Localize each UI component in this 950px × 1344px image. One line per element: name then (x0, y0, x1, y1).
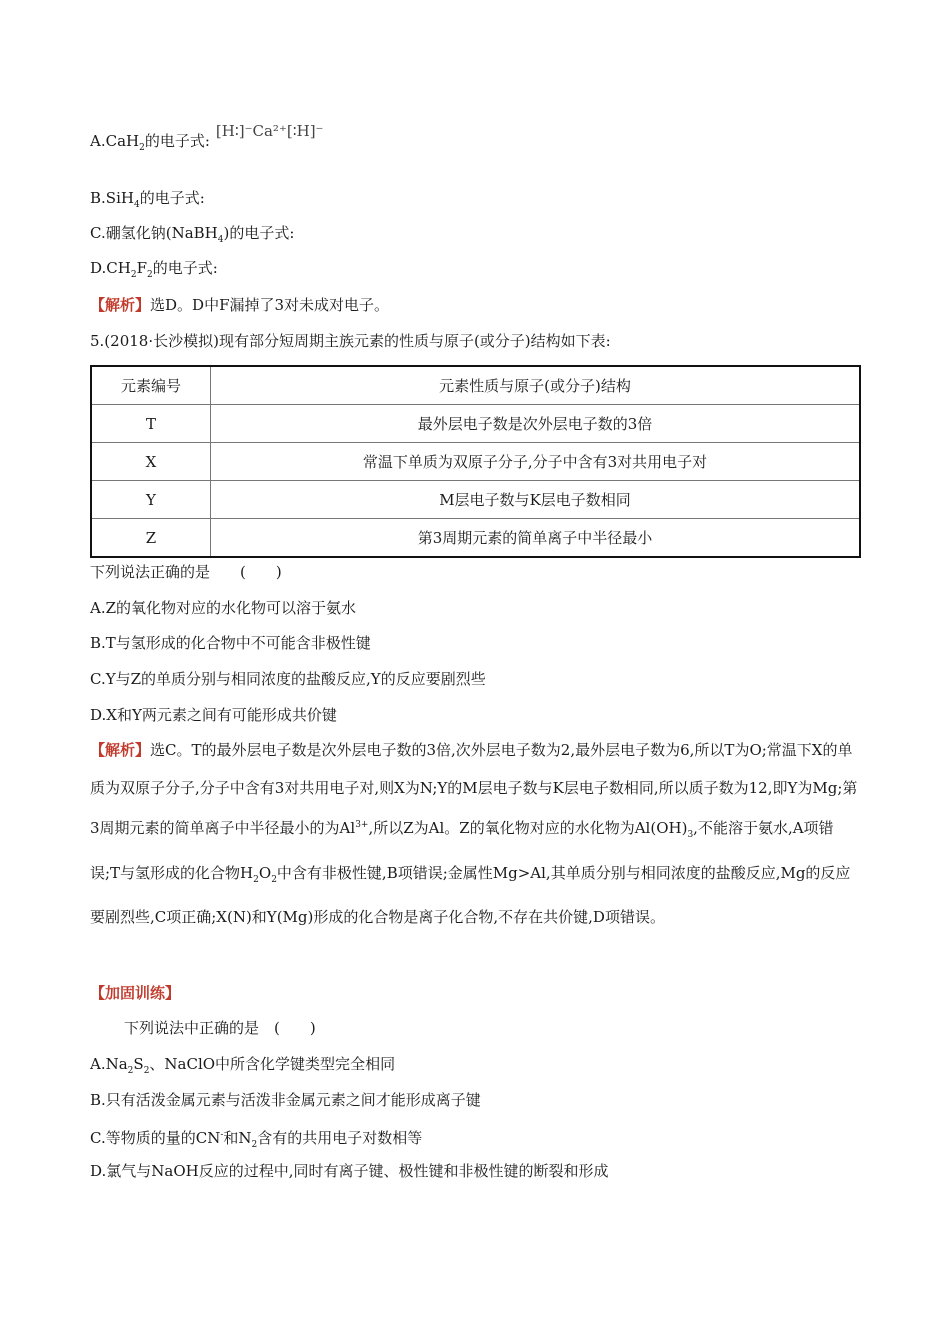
option-text: 、NaClO中所含化学键类型完全相同 (149, 1055, 396, 1073)
analysis-text: O (258, 863, 272, 882)
question-5-prompt: 下列说法正确的是 ( ) (90, 563, 282, 581)
superscript: - (220, 1130, 224, 1140)
subscript: 2 (139, 143, 145, 153)
subscript: 2 (253, 874, 259, 885)
option-text: 和N (223, 1129, 252, 1147)
option-text: 含有的共用电子对数相等 (257, 1129, 423, 1147)
option-a-line (90, 122, 324, 158)
jg-option-b: B.只有活泼金属元素与活泼非金属元素之间才能形成离子键 (90, 1091, 481, 1109)
analysis-q4 (90, 295, 389, 315)
option-d-mid: F (136, 259, 147, 277)
subscript: 2 (271, 874, 277, 885)
option-b-text: B.SiH (90, 189, 134, 207)
subscript: 2 (251, 1140, 258, 1150)
element-table (90, 365, 861, 558)
subscript: 3 (687, 830, 694, 840)
q5-option-a: A.Z的氧化物对应的水化物可以溶于氨水 (90, 599, 357, 617)
option-b-line (90, 188, 205, 215)
q5-option-c: C.Y与Z的单质分别与相同浓度的盐酸反应,Y的反应要剧烈些 (90, 670, 486, 688)
reinforcement-stem: 下列说法中正确的是 ( ) (124, 1019, 316, 1037)
table-row (91, 443, 860, 481)
analysis-text: 选C。T的最外层电子数是次外层电子数的3倍,次外层电子数为2,最外层电子数为6,所以T为O;常温下X的单质为双原子分子,分子中含有3对共用电子对,则X为N;Y的M层电子数与K层电子数相同,所以质子数为12,即Y为Mg;第3周期元素的简单离子中半径最小的为Al (90, 741, 858, 837)
analysis-text: 中含有非极性键,B项错误;金属性Mg>Al,其单质分别与相同浓度的盐酸反应,Mg的反应要剧烈些,C项正确;X(N)和Y(Mg)形成的化合物是离子化合物,不存在共价键,D项错误。 (90, 863, 851, 926)
table-header-cell: 元素编号 (91, 366, 211, 405)
option-text: C.等物质的量的CN (90, 1129, 221, 1147)
superscript: 3+ (355, 820, 369, 830)
table-cell: 最外层电子数是次外层电子数的3倍 (211, 405, 861, 443)
table-row (91, 405, 860, 443)
subscript: 2 (127, 1066, 134, 1076)
subscript: 4 (217, 235, 224, 245)
option-c-text: C.硼氢化钠(NaBH (90, 224, 218, 242)
subscript: 4 (133, 200, 140, 210)
analysis-tag: 【解析】 (90, 296, 151, 314)
option-b-suffix: 的电子式: (139, 189, 205, 207)
electron-formula-cah2: [H∶]⁻Ca²⁺[∶H]⁻ (215, 122, 324, 140)
option-c-suffix: )的电子式: (223, 224, 295, 242)
table-header-row (91, 366, 860, 405)
option-a-text: A.CaH (90, 132, 140, 150)
option-a-suffix: 的电子式: (144, 132, 210, 150)
option-text: A.Na (90, 1055, 128, 1073)
table-cell: Y (91, 481, 211, 519)
jg-option-c (90, 1125, 422, 1155)
option-c-line (90, 223, 294, 250)
analysis-text: 选D。D中F漏掉了3对未成对电子。 (150, 296, 390, 314)
table-cell: M层电子数与K层电子数相同 (211, 481, 861, 519)
analysis-tag: 【解析】 (90, 741, 151, 759)
jg-option-a (90, 1054, 395, 1081)
subscript: 2 (130, 270, 137, 280)
table-row (91, 481, 860, 519)
option-d-suffix: 的电子式: (152, 259, 218, 277)
option-text: S (133, 1055, 144, 1073)
table-cell: 第3周期元素的简单离子中半径最小 (211, 519, 861, 558)
analysis-text: ,所以Z为Al。Z的氧化物对应的水化物为Al(OH) (368, 819, 688, 837)
table-row (91, 519, 860, 558)
subscript: 2 (146, 270, 153, 280)
q5-option-b: B.T与氢形成的化合物中不可能含非极性键 (90, 634, 371, 652)
option-d-line (90, 258, 218, 285)
question-5-stem: 5.(2018·长沙模拟)现有部分短周期主族元素的性质与原子(或分子)结构如下表: (90, 332, 611, 350)
reinforcement-tag: 【加固训练】 (90, 984, 181, 1002)
jg-option-d: D.氯气与NaOH反应的过程中,同时有离子键、极性键和非极性键的断裂和形成 (90, 1162, 609, 1180)
subscript: 2 (143, 1066, 150, 1076)
table-cell: Z (91, 519, 211, 558)
table-header-cell: 元素性质与原子(或分子)结构 (211, 366, 861, 405)
table-cell: T (91, 405, 211, 443)
option-d-text: D.CH (90, 259, 131, 277)
q5-option-d: D.X和Y两元素之间有可能形成共价键 (90, 706, 337, 724)
table-cell: 常温下单质为双原子分子,分子中含有3对共用电子对 (211, 443, 861, 481)
analysis-q5 (90, 732, 862, 937)
table-cell: X (91, 443, 211, 481)
analysis-text: ,不能溶于氨水,A项错误;T与氢形成的化合物H (90, 819, 834, 882)
